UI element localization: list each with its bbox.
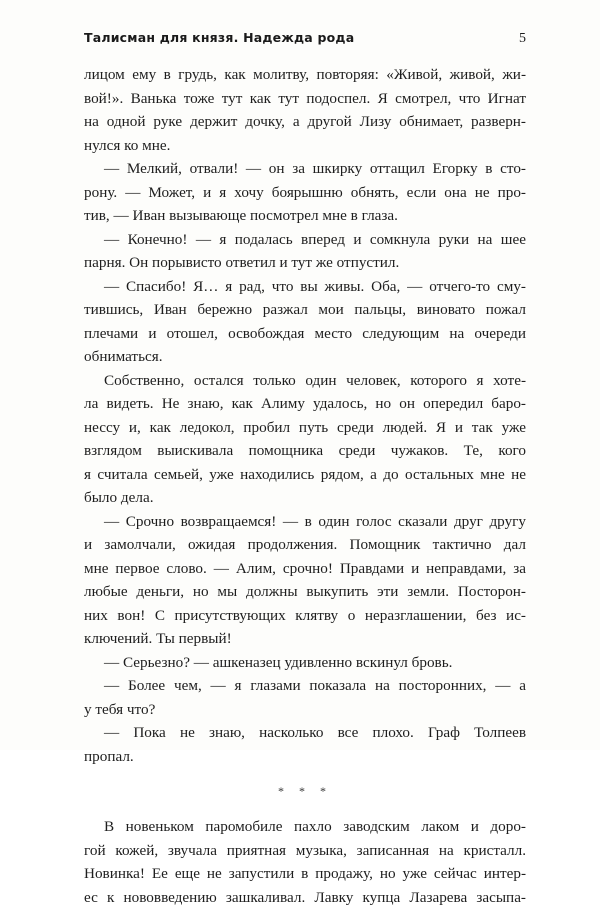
text-line: обниматься. (84, 345, 526, 369)
text-line: рону. — Может, и я хочу боярышню обнять, если она не про- (84, 181, 526, 205)
body-text (84, 63, 526, 909)
text-line: и замолчали, ожидая продолжения. Помощник тактично дал (84, 533, 526, 557)
text-line: — Срочно возвращаемся! — в один голос сказали друг другу (84, 510, 526, 534)
text-line: — Спасибо! Я… я рад, что вы живы. Оба, — отчего-то сму- (84, 275, 526, 299)
text-line: тив, — Иван вызывающе посмотрел мне в глаза. (84, 204, 526, 228)
text-line: я считала семьей, уже находились рядом, а до остальных мне не (84, 463, 526, 487)
text-line: В новеньком паромобиле пахло заводским лаком и доро- (84, 815, 526, 839)
text-line: тившись, Иван бережно разжал мои пальцы, виновато пожал (84, 298, 526, 322)
text-line: ключений. Ты первый! (84, 627, 526, 651)
text-line: ла видеть. Не знаю, как Алиму удалось, но он опередил баро- (84, 392, 526, 416)
text-line: гой кожей, звучала приятная музыка, записанная на кристалл. (84, 839, 526, 863)
scene-break: * * * (84, 768, 526, 815)
running-title: Талисман для князя. Надежда рода (84, 30, 354, 45)
text-line: — Более чем, — я глазами показала на посторонних, — а (84, 674, 526, 698)
text-line: пропал. (84, 745, 526, 769)
text-line: — Пока не знаю, насколько все плохо. Граф Толпеев (84, 721, 526, 745)
text-line: — Конечно! — я подалась вперед и сомкнула руки на шее (84, 228, 526, 252)
text-line: них вон! С присутствующих клятву о неразглашении, без ис- (84, 604, 526, 628)
text-line: любые деньги, но мы должны выкупить эти земли. Посторон- (84, 580, 526, 604)
text-line: лицом ему в грудь, как молитву, повторяя: «Живой, живой, жи- (84, 63, 526, 87)
text-line: было дела. (84, 486, 526, 510)
text-line: вой!». Ванька тоже тут как тут подоспел. Я смотрел, что Игнат (84, 87, 526, 111)
text-line: парня. Он порывисто ответил и тут же отпустил. (84, 251, 526, 275)
text-line: — Мелкий, отвали! — он за шкирку оттащил Егорку в сто- (84, 157, 526, 181)
text-line: ес к нововведению зашкаливал. Лавку купца Лазарева засыпа- (84, 886, 526, 909)
text-line: на одной руке держит дочку, а другой Лизу обнимает, разверн- (84, 110, 526, 134)
text-line: у тебя что? (84, 698, 526, 722)
text-line: Новинка! Ее еще не запустили в продажу, но уже сейчас интер- (84, 862, 526, 886)
text-line: взглядом выискивала помощника среди чужаков. Те, кого (84, 439, 526, 463)
text-line: нулся ко мне. (84, 134, 526, 158)
text-line: — Серьезно? — ашкеназец удивленно вскинул бровь. (84, 651, 526, 675)
text-line: мне первое слово. — Алим, срочно! Правдами и неправдами, за (84, 557, 526, 581)
text-line: Собственно, остался только один человек, которого я хоте- (84, 369, 526, 393)
running-header (84, 30, 526, 52)
page-number: 5 (519, 31, 526, 47)
text-line: нессу и, как ледокол, пробил путь среди людей. Я и так уже (84, 416, 526, 440)
text-line: плечами и отошел, освобождая место следующим на очереди (84, 322, 526, 346)
